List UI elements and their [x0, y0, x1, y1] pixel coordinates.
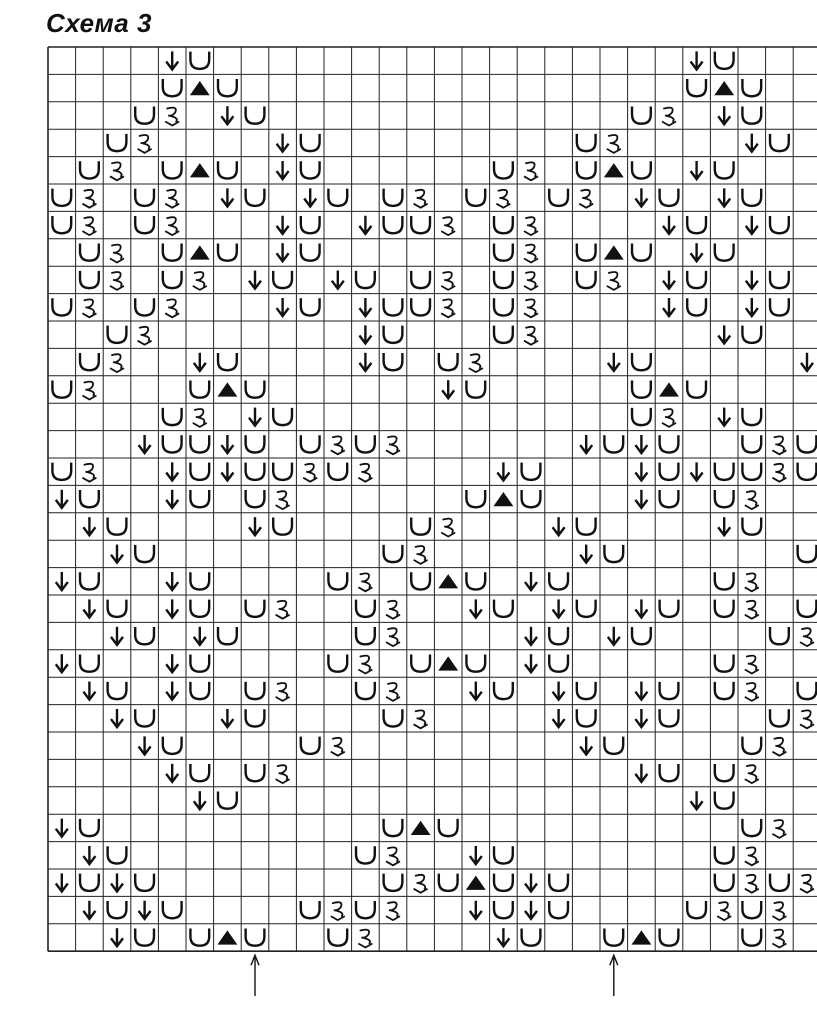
- chart-title: Схема 3: [46, 8, 152, 38]
- grid-background: [48, 47, 817, 951]
